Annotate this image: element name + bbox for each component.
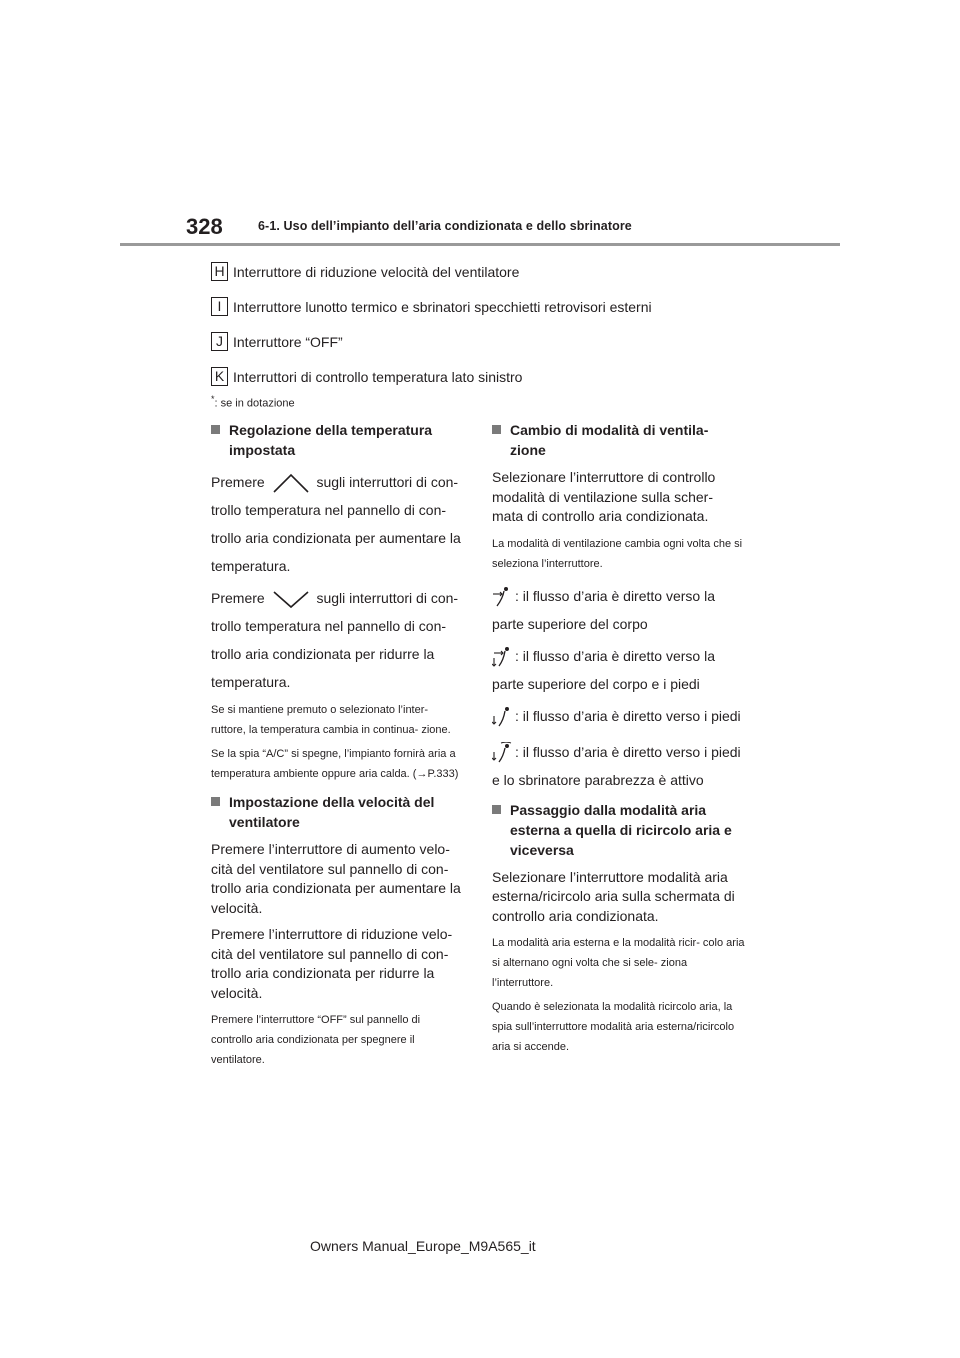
footnote (211, 394, 295, 410)
temp-down-paragraph: Premere sugli interruttori di con- trollo temperatura nel pannello di con- trollo aria condizionata per ridurre la temperatura. (211, 590, 459, 690)
airflow-feet-icon (492, 706, 512, 728)
mode-feet-defrost: : il flusso d’aria è diretto verso i piedi e lo sbrinatore parabrezza è attivo (492, 743, 741, 788)
temp-note-hold: Se si mantiene premuto o selezionato l’inter- ruttore, la temperatura cambia in continua- zione. (211, 704, 451, 736)
bullet-square-icon (211, 425, 220, 434)
page-number: 328 (186, 214, 223, 239)
temp-heading: Regolazione della temperatura impostata (211, 420, 464, 460)
left-column (211, 420, 464, 1074)
right-column (492, 420, 745, 1061)
bullet-square-icon (492, 805, 501, 814)
bullet-square-icon (492, 425, 501, 434)
key-item-i (211, 297, 652, 316)
key-item-h (211, 262, 519, 281)
mode-feet: : il flusso d’aria è diretto verso i piedi (492, 702, 745, 730)
key-item-k (211, 367, 522, 386)
key-text: Interruttori di controllo temperatura lato sinistro (233, 368, 523, 385)
recirc-paragraph: Selezionare l’interruttore modalità aria esterna/ricircolo aria sulla schermata di controllo aria condizionata. (492, 868, 735, 924)
airflow-upper-body-feet-icon (492, 646, 512, 668)
mode-note: La modalità di ventilazione cambia ogni volta che si seleziona l’interruttore. (492, 537, 743, 570)
mode-upper-body: : il flusso d’aria è diretto verso la parte superiore del corpo (492, 587, 715, 632)
temp-up-paragraph: Premere sugli interruttori di con- trollo temperatura nel pannello di con- trollo aria condizionata per aumentare la temperatura. (211, 474, 461, 574)
key-text: Interruttore “OFF” (233, 333, 343, 350)
key-item-j (211, 332, 343, 351)
key-text: Interruttore di riduzione velocità del ventilatore (233, 263, 520, 280)
chevron-down-icon (272, 588, 310, 610)
key-letter: J (211, 332, 228, 351)
mode-upper-body-feet: : il flusso d’aria è diretto verso la parte superiore del corpo e i piedi (492, 647, 715, 692)
mode-heading: Cambio di modalità di ventila- zione (492, 420, 745, 460)
recirc-note-toggle: La modalità aria esterna e la modalità ricir- colo aria si alternano ogni volta che si sele- ziona l’interruttore. (492, 937, 745, 989)
mode-paragraph: Selezionare l’interruttore di controllo modalità di ventilazione sulla scher- mata di controllo aria condizionata. (492, 469, 716, 524)
bullet-square-icon (211, 797, 220, 806)
footer-text: Owners Manual_Europe_M9A565_it (310, 1238, 536, 1254)
airflow-upper-body-icon (492, 586, 512, 608)
footnote-mark: * (211, 394, 215, 404)
airflow-feet-defrost-icon (492, 742, 512, 764)
fan-heading: Impostazione della velocità del ventilatore (211, 792, 464, 832)
chevron-up-icon (272, 472, 310, 494)
section-title: 6-1. Uso dell’impianto dell’aria condizionata e dello sbrinatore (258, 219, 632, 233)
key-letter: I (211, 297, 228, 316)
footnote-text: : se in dotazione (214, 397, 295, 410)
recirc-note-indicator: Quando è selezionata la modalità ricircolo aria, la spia sull’interruttore modalità aria esterna/ricircolo aria si accende. (492, 1001, 735, 1053)
key-letter: K (211, 367, 228, 386)
temp-note-ac: Se la spia “A/C” si spegne, l’impianto fornirà aria a temperatura ambiente oppure aria calda. (→P.333) (211, 748, 459, 780)
fan-off-note: Premere l’interruttore “OFF” sul pannello di controllo aria condizionata per spegnere il ventilatore. (211, 1014, 421, 1066)
key-letter: H (211, 262, 228, 281)
recirc-heading: Passaggio dalla modalità aria esterna a quella di ricircolo aria e viceversa (492, 800, 745, 860)
key-text: Interruttore lunotto termico e sbrinatori specchietti retrovisori esterni (233, 298, 652, 315)
fan-decrease-paragraph: Premere l’interruttore di riduzione velo- cità del ventilatore sul pannello di con- trollo aria condizionata per ridurre la velocità. (211, 926, 453, 1001)
fan-increase-paragraph: Premere l’interruttore di aumento velo- cità del ventilatore sul pannello di con- trollo aria condizionata per aumentare la velocità. (211, 841, 461, 916)
header-rule (120, 243, 840, 246)
